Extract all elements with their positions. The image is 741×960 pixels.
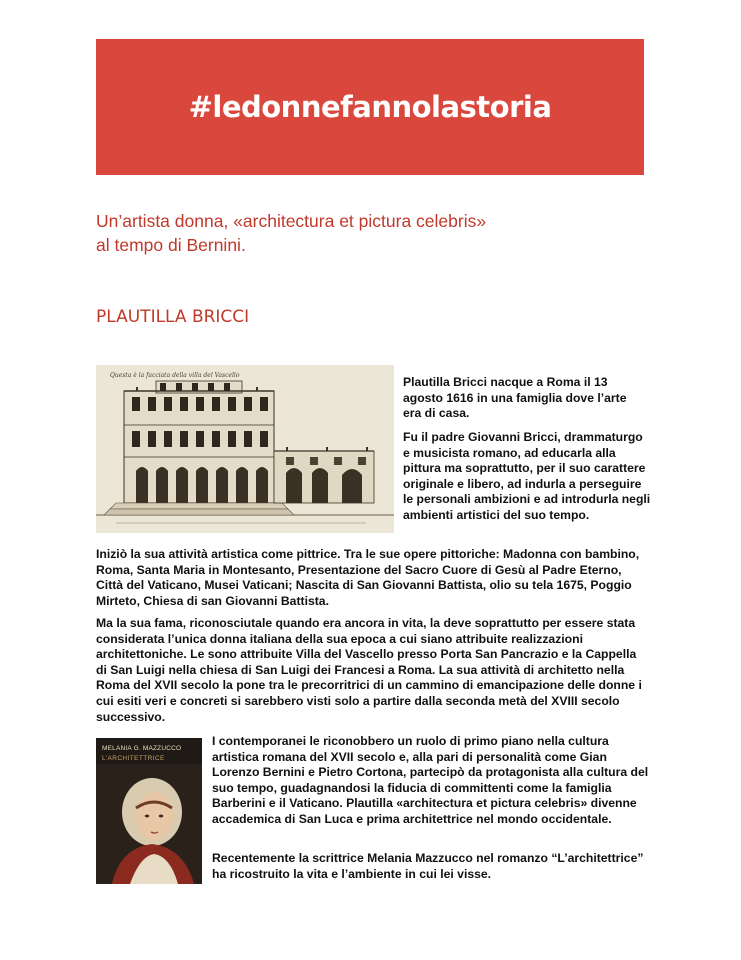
body-paragraph-recognition: I contemporanei le riconobbero un ruolo di primo piano nella cultura artistica romana del XVII secolo e, alla pari di personalità come Gian Lorenzo Bernini e Pietro Cortona, partecipò da protagonista alla cultura del suo tempo, guadagnandosi la fiducia di committenti come la famiglia Barberini e il Vaticano. Plautilla «architectura et pictura celebris» divenne accademica di San Luca e prima architettrice nel mondo occidentale.	[212, 734, 649, 826]
intro-paragraph-1: Plautilla Bricci nacque a Roma il 13 agosto 1616 in una famiglia dove l’arte era di casa.	[403, 375, 627, 421]
book-cover-image	[96, 738, 202, 884]
article-heading: PLAUTILLA BRICCI	[96, 307, 250, 327]
book-cover-title: L’ARCHITETTRICE	[102, 755, 165, 762]
body-paragraph-fame: Ma la sua fama, riconosciutale quando era ancora in vita, la deve soprattutto per essere stata considerata l’unica donna italiana della sua epoca a cui siano attribuite realizzazioni architettoniche. Le sono attribuite Villa del Vascello presso Porta San Pancrazio e la Cappella di San Luigi nella chiesa di San Luigi dei Francesi a Roma. La sua attività di architetto nella Roma del XVII secolo la pone tra le precorritrici di un cammino di emancipazione delle donne i cui esiti veri e concreti si sarebbero visti solo a partire dalla seconda metà del XVIII secolo successivo.	[96, 616, 642, 724]
villa-sketch-drawing	[96, 365, 394, 533]
hashtag-banner	[96, 39, 644, 175]
banner-hashtag: #ledonnefannolastoria	[188, 90, 552, 124]
body-paragraph-works: Iniziò la sua attività artistica come pittrice. Tra le sue opere pittoriche: Madonna con bambino, Roma, Santa Maria in Montesanto, Presentazione del Sacro Cuore di Gesù al Padre Eterno, Città del Vaticano, Musei Vaticani; Nascita di San Giovanni Battista, olio su tela 1675, Poggio Mirteto, Chiesa di san Giovanni Battista.	[96, 547, 640, 608]
intro-paragraph-2: Fu il padre Giovanni Bricci, drammaturgo e musicista romano, ad educarla alla pittura ma soprattutto, per il suo carattere originale e libero, ad indurla a perseguire le personali ambizioni e ad introdurla negli ambienti artistici del suo tempo.	[403, 430, 651, 522]
villa-sketch-image	[96, 365, 394, 533]
article-subtitle	[96, 209, 616, 257]
book-cover-author: MELANIA G. MAZZUCCO	[102, 745, 182, 752]
body-paragraph-novel: Recentemente la scrittrice Melania Mazzucco nel romanzo “L’architettrice” ha ricostruito la vita e l’ambiente in cui lei visse.	[212, 851, 644, 881]
subtitle-line-1: Un’artista donna, «architectura et pictura celebris»	[96, 211, 487, 231]
sketch-caption: Questa è la facciata della villa del Vascello	[110, 372, 240, 379]
subtitle-line-2: al tempo di Bernini.	[96, 235, 246, 255]
